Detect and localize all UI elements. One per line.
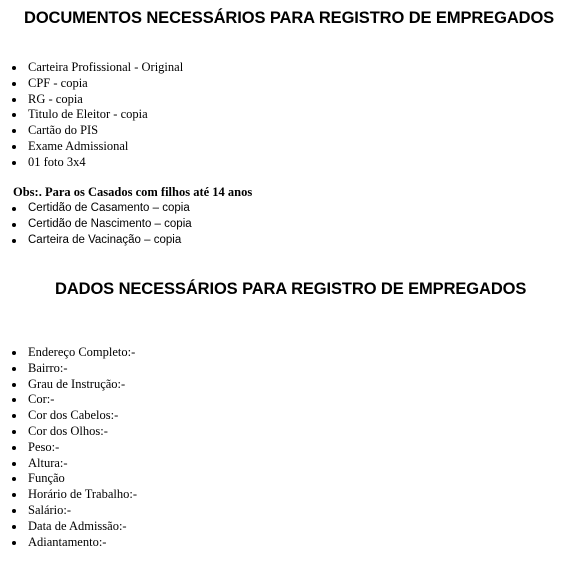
- bullet-icon: [12, 66, 16, 70]
- list-item: Certidão de Nascimento – copia: [10, 217, 192, 233]
- list-item: Carteira Profissional - Original: [10, 60, 183, 76]
- list-item: Grau de Instrução:-: [10, 377, 137, 393]
- bullet-icon: [12, 98, 16, 102]
- list-item: RG - copia: [10, 92, 183, 108]
- list-item: Titulo de Eleitor - copia: [10, 107, 183, 123]
- bullet-icon: [12, 383, 16, 387]
- bullet-icon: [12, 541, 16, 545]
- bullet-icon: [12, 525, 16, 529]
- bullet-icon: [12, 414, 16, 418]
- bullet-icon: [12, 493, 16, 497]
- bullet-icon: [12, 509, 16, 513]
- bullet-icon: [12, 145, 16, 149]
- list-item: Horário de Trabalho:-: [10, 487, 137, 503]
- list-item: Bairro:-: [10, 361, 137, 377]
- bullet-icon: [12, 223, 16, 227]
- bullet-icon: [12, 398, 16, 402]
- documents-heading: DOCUMENTOS NECESSÁRIOS PARA REGISTRO DE EMPREGADOS: [24, 9, 555, 27]
- bullet-icon: [12, 446, 16, 450]
- married-documents-list: [10, 201, 192, 248]
- list-item: Peso:-: [10, 440, 137, 456]
- bullet-icon: [12, 351, 16, 355]
- bullet-icon: [12, 129, 16, 133]
- list-item: Exame Admissional: [10, 139, 183, 155]
- bullet-icon: [12, 239, 16, 243]
- bullet-icon: [12, 462, 16, 466]
- list-item: CPF - copia: [10, 76, 183, 92]
- list-item: Cor dos Olhos:-: [10, 424, 137, 440]
- bullet-icon: [12, 113, 16, 117]
- list-item: Certidão de Casamento – copia: [10, 201, 192, 217]
- list-item: Adiantamento:-: [10, 535, 137, 551]
- list-item: Carteira de Vacinação – copia: [10, 233, 192, 249]
- bullet-icon: [12, 430, 16, 434]
- list-item: Salário:-: [10, 503, 137, 519]
- list-item: Cartão do PIS: [10, 123, 183, 139]
- list-item: Data de Admissão:-: [10, 519, 137, 535]
- bullet-icon: [12, 367, 16, 371]
- bullet-icon: [12, 207, 16, 211]
- bullet-icon: [12, 82, 16, 86]
- list-item: Função: [10, 471, 137, 487]
- bullet-icon: [12, 161, 16, 165]
- data-list: [10, 345, 137, 550]
- list-item: Altura:-: [10, 456, 137, 472]
- married-note: Obs:. Para os Casados com filhos até 14 anos: [13, 185, 253, 199]
- list-item: Cor:-: [10, 392, 137, 408]
- list-item: Cor dos Cabelos:-: [10, 408, 137, 424]
- list-item: Endereço Completo:-: [10, 345, 137, 361]
- data-heading: DADOS NECESSÁRIOS PARA REGISTRO DE EMPREGADOS: [55, 280, 527, 298]
- bullet-icon: [12, 477, 16, 481]
- list-item: 01 foto 3x4: [10, 155, 183, 171]
- documents-list: [10, 60, 183, 171]
